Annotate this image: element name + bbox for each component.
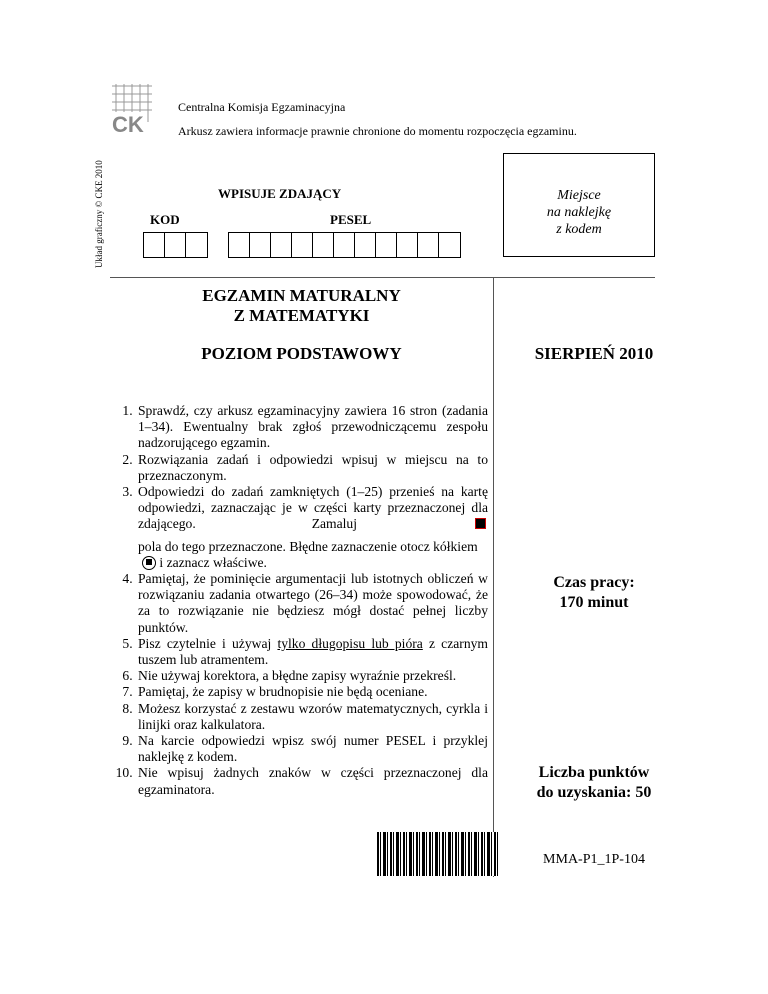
- circled-square-icon: [142, 556, 156, 570]
- sticker-area: [503, 153, 655, 257]
- instruction-item: 9. Na karcie odpowiedzi wpisz swój numer PESEL i przyklej naklejkę z kodem.: [136, 733, 488, 765]
- candidate-heading: WPISUJE ZDAJĄCY: [218, 186, 342, 201]
- cke-logo: [108, 82, 156, 142]
- kod-input-boxes[interactable]: [143, 232, 208, 258]
- legal-notice: Arkusz zawiera informacje prawnie chronione do momentu rozpoczęcia egzaminu.: [178, 124, 577, 138]
- points-label: Liczba punktów: [538, 764, 650, 781]
- exam-title-line1: EGZAMIN MATURALNY: [202, 286, 401, 305]
- sticker-line3: z kodem: [556, 222, 602, 237]
- exam-code: MMA-P1_1P-104: [543, 852, 645, 867]
- cke-logo-text: CK: [112, 112, 144, 137]
- institution-name: Centralna Komisja Egzaminacyjna: [178, 100, 346, 114]
- sticker-line2: na naklejkę: [546, 205, 612, 220]
- points-value: do uzyskania: 50: [536, 784, 652, 801]
- horizontal-divider: [110, 277, 655, 278]
- instruction-item: 6. Nie używaj korektora, a błędne zapisy wyraźnie przekreśl.: [136, 668, 488, 684]
- exam-date: SIERPIEŃ 2010: [534, 344, 654, 363]
- copyright-side-text: Układ graficzny © CKE 2010: [94, 160, 104, 268]
- pesel-input-boxes[interactable]: [228, 232, 461, 258]
- exam-level: POZIOM PODSTAWOWY: [201, 344, 402, 363]
- time-value: 170 minut: [559, 594, 629, 611]
- sticker-line1: Miejsce: [557, 188, 601, 203]
- instructions-list: [110, 403, 488, 798]
- instruction-item: 4. Pamiętaj, że pominięcie argumentacji lub istotnych obliczeń w rozwiązaniu zadania otwartego (26–34) może spowodować, że za to rozwiązanie nie będziesz mógł dostać pełnej liczby punktów.: [136, 571, 488, 636]
- instruction-item: 5. Pisz czytelnie i używaj tylko długopisu lub pióra z czarnym tuszem lub atramentem.: [136, 636, 488, 668]
- pesel-label: PESEL: [330, 212, 372, 227]
- filled-square-icon: [475, 518, 486, 529]
- instruction-item: 3. Odpowiedzi do zadań zamkniętych (1–25) przenieś na kartę odpowiedzi, zaznaczając je w części karty przeznaczonej dla zdającego. Zamaluj pola do tego przeznaczone. Błędne zaznaczenie otocz kółkiem i zaznacz właściwe.: [136, 484, 488, 571]
- exam-title-line2: Z MATEMATYKI: [233, 306, 370, 325]
- instruction-item: 2. Rozwiązania zadań i odpowiedzi wpisuj w miejscu na to przeznaczonym.: [136, 452, 488, 484]
- time-label: Czas pracy:: [553, 574, 635, 591]
- instruction-item: 10. Nie wpisuj żadnych znaków w części przeznaczonej dla egzaminatora.: [136, 765, 488, 797]
- barcode: [377, 832, 499, 876]
- instruction-item: 1. Sprawdź, czy arkusz egzaminacyjny zawiera 16 stron (zadania 1–34). Ewentualny brak zgłoś przewodniczącemu zespołu nadzorującego egzamin.: [136, 403, 488, 452]
- instruction-item: 8. Możesz korzystać z zestawu wzorów matematycznych, cyrkla i linijki oraz kalkulatora.: [136, 701, 488, 733]
- kod-label: KOD: [150, 212, 180, 227]
- instruction-item: 7. Pamiętaj, że zapisy w brudnopisie nie będą oceniane.: [136, 684, 488, 700]
